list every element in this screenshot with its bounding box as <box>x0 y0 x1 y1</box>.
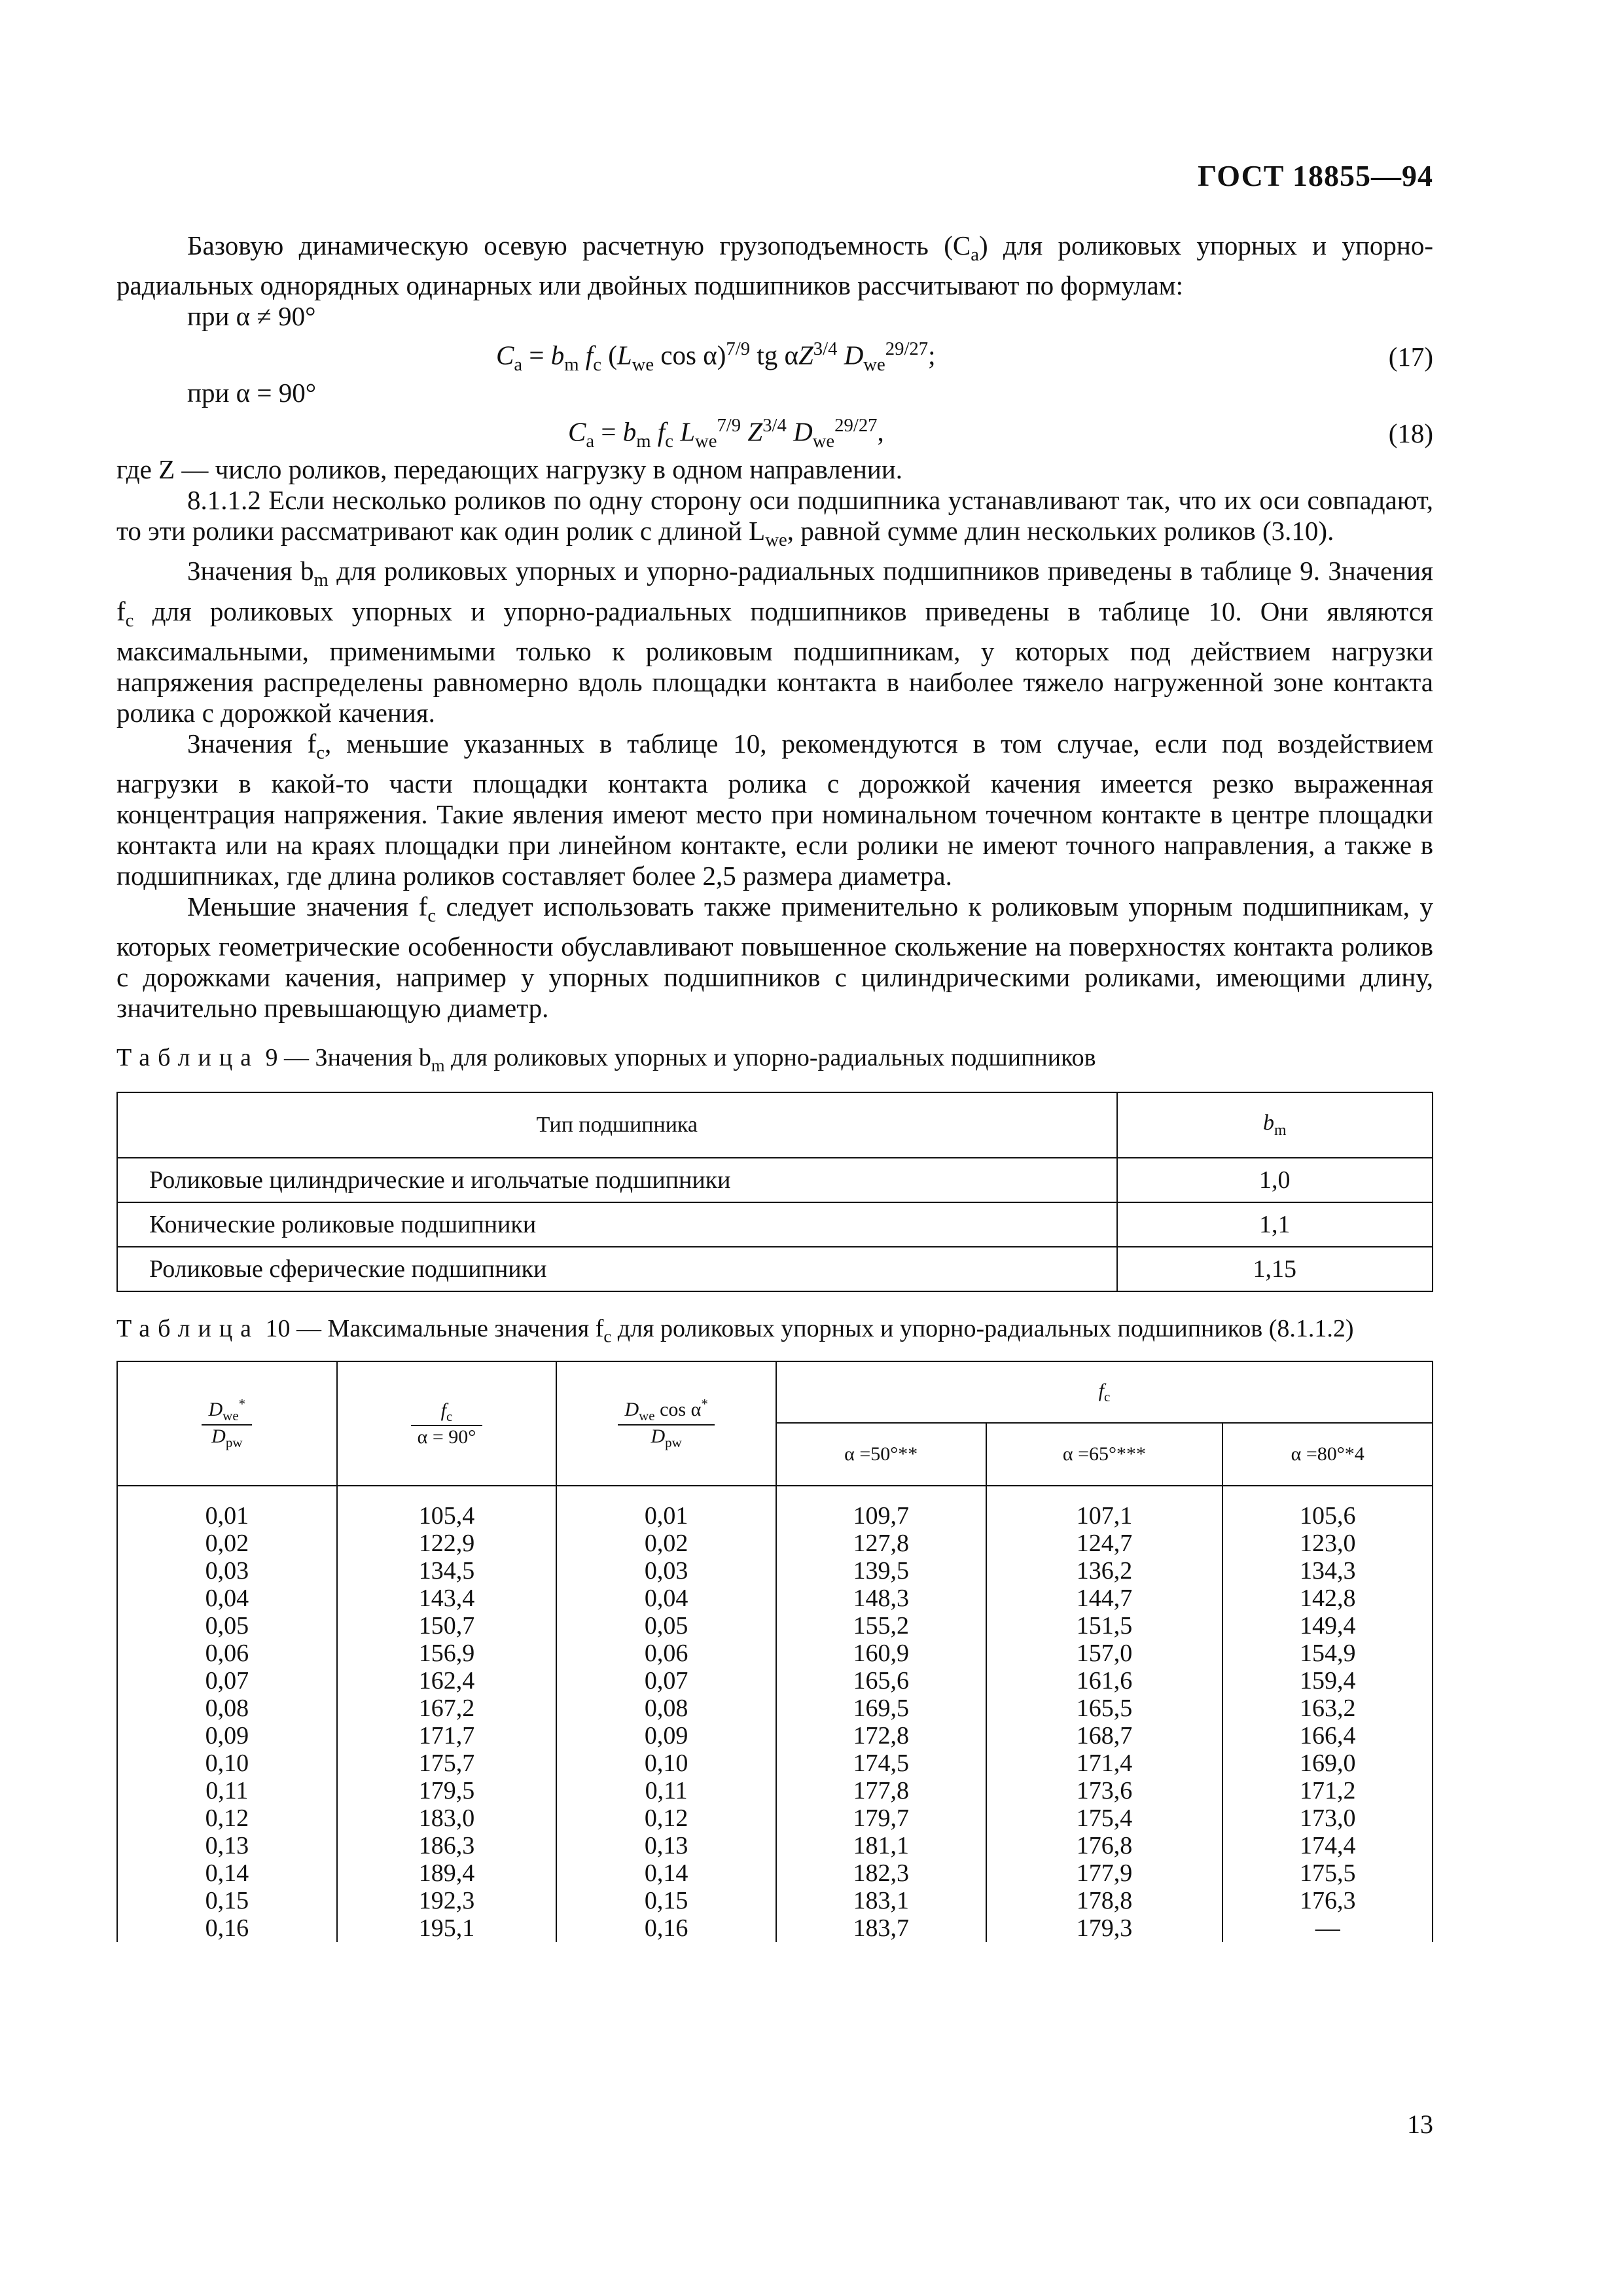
table-cell: 166,4 <box>1222 1722 1433 1749</box>
table-cell: 105,4 <box>337 1486 557 1530</box>
table-cell: 174,5 <box>776 1749 986 1777</box>
table-cell: 177,8 <box>776 1777 986 1804</box>
table-cell: 0,13 <box>117 1832 337 1859</box>
header-dwe-dpw: $\frac{D_{we}^*}{D_{pw}}$ <box>117 1361 337 1486</box>
table-cell: 165,6 <box>776 1667 986 1695</box>
less-values-paragraph: Меньшие значения $f_c$ следует использовать также применительно к роликовым упорным подшипникам, у которых геометрические особенности обуславливают повышенное скольжение на поверхностях контакта роликов с дорожками качения, например у упорных подшипников с цилиндрическими роликами, имеющими длину, значительно превышающую диаметр. <box>116 891 1433 1024</box>
table-cell: 175,7 <box>337 1749 557 1777</box>
table-row <box>117 1530 1433 1557</box>
table-cell: 0,06 <box>117 1640 337 1667</box>
table-cell: 105,6 <box>1222 1486 1433 1530</box>
table-cell: 0,09 <box>117 1722 337 1749</box>
table-cell: 0,16 <box>556 1914 776 1942</box>
condition-alpha-ne-90: при α ≠ 90° <box>187 301 316 332</box>
table-cell: 0,04 <box>117 1585 337 1612</box>
table-cell: 0,14 <box>117 1859 337 1887</box>
table9-header-type: Тип подшипника <box>117 1092 1117 1158</box>
table-cell: 169,0 <box>1222 1749 1433 1777</box>
table-cell: 0,10 <box>117 1749 337 1777</box>
table-cell: 0,09 <box>556 1722 776 1749</box>
table-cell: 0,07 <box>556 1667 776 1695</box>
table-cell: 0,04 <box>556 1585 776 1612</box>
header-alpha80: α =80°*4 <box>1222 1423 1433 1486</box>
table-cell: 167,2 <box>337 1695 557 1722</box>
table-cell: 192,3 <box>337 1887 557 1914</box>
table-cell: 157,0 <box>986 1640 1223 1667</box>
table-cell: 142,8 <box>1222 1585 1433 1612</box>
table-cell: 179,3 <box>986 1914 1223 1942</box>
table-cell: 174,4 <box>1222 1832 1433 1859</box>
table-row <box>117 1486 1433 1530</box>
where-definition: где Z — число роликов, передающих нагрузку в одном направлении. <box>116 454 903 485</box>
table-row <box>117 1585 1433 1612</box>
table-cell: 123,0 <box>1222 1530 1433 1557</box>
table-cell: 183,7 <box>776 1914 986 1942</box>
table-cell: 195,1 <box>337 1914 557 1942</box>
table-cell: 179,5 <box>337 1777 557 1804</box>
formula-17: $C_a = b_m$ $f_c$ ($L_{we}$ cos α)$^{7/9}$ tg $\alpha Z^{3/4}$ $D_{we}^{29/27}$; (17) <box>496 338 1433 376</box>
table-cell: 177,9 <box>986 1859 1223 1887</box>
table-cell: 183,0 <box>337 1804 557 1832</box>
table-cell: 0,10 <box>556 1749 776 1777</box>
table-row <box>117 1887 1433 1914</box>
table-cell: 163,2 <box>1222 1695 1433 1722</box>
header-alpha50: α =50°** <box>776 1423 986 1486</box>
table-cell: 151,5 <box>986 1612 1223 1640</box>
table-cell: 149,4 <box>1222 1612 1433 1640</box>
table-cell: 0,08 <box>117 1695 337 1722</box>
table-row: Роликовые сферические подшипники 1,15 <box>117 1247 1433 1291</box>
table-cell: 136,2 <box>986 1557 1223 1585</box>
table-cell: 173,6 <box>986 1777 1223 1804</box>
table-cell: 171,4 <box>986 1749 1223 1777</box>
table-cell: 169,5 <box>776 1695 986 1722</box>
table-cell: 0,08 <box>556 1695 776 1722</box>
table-cell: 0,01 <box>117 1486 337 1530</box>
document-code: ГОСТ 18855—94 <box>1198 159 1433 192</box>
table-cell: 0,11 <box>556 1777 776 1804</box>
table-cell: 162,4 <box>337 1667 557 1695</box>
table-cell: 171,7 <box>337 1722 557 1749</box>
table-cell: 139,5 <box>776 1557 986 1585</box>
table-cell: — <box>1222 1914 1433 1942</box>
header-fc: $f_c$ <box>776 1361 1433 1423</box>
table-cell: 156,9 <box>337 1640 557 1667</box>
table-cell: 109,7 <box>776 1486 986 1530</box>
table-cell: 172,8 <box>776 1722 986 1749</box>
table10-body <box>117 1486 1433 1942</box>
table-row <box>117 1640 1433 1667</box>
table-row: Конические роликовые подшипники 1,1 <box>117 1202 1433 1247</box>
table-cell: 150,7 <box>337 1612 557 1640</box>
header-fc-alpha90: $\frac{f_c}{\alpha = 90^\circ}$ <box>337 1361 557 1486</box>
condition-alpha-eq-90: при α = 90° <box>187 378 317 408</box>
table-cell: 0,02 <box>556 1530 776 1557</box>
table-cell: 176,3 <box>1222 1887 1433 1914</box>
page-number: 13 <box>1407 2109 1433 2139</box>
table-row <box>117 1804 1433 1832</box>
table-cell: 0,05 <box>117 1612 337 1640</box>
header-dwecos-dpw: $\frac{D_{we} \cos \alpha^*}{D_{pw}}$ <box>556 1361 776 1486</box>
table-cell: 0,06 <box>556 1640 776 1667</box>
table-cell: 182,3 <box>776 1859 986 1887</box>
table-cell: 165,5 <box>986 1695 1223 1722</box>
table-cell: 0,07 <box>117 1667 337 1695</box>
smaller-values-paragraph: Значения $f_c$, меньшие указанных в таблице 10, рекомендуются в том случае, если под воздействием нагрузки в какой-то части площадки контакта ролика с дорожкой качения имеется резко выраженная концентрация напряжения. Такие явления имеют место при номинальном точечном контакте в центре площадки контакта или на краях площадки при линейном контакте, если ролики не имеют точного направления, а также в подшипниках, где длина роликов составляет более 2,5 размера диаметра. <box>116 728 1433 891</box>
table-row <box>117 1557 1433 1585</box>
table-cell: 0,12 <box>556 1804 776 1832</box>
table-cell: 0,16 <box>117 1914 337 1942</box>
clause-8-1-1-2: 8.1.1.2 Если несколько роликов по одну сторону оси подшипника устанавливают так, что их оси совпадают, то эти ролики рассматривают как один ролик с длиной $L_{we}$, равной сумме длин нескольких роликов (3.10). <box>116 485 1433 551</box>
table-row <box>117 1722 1433 1749</box>
table-cell: 175,5 <box>1222 1859 1433 1887</box>
table-cell: 176,8 <box>986 1832 1223 1859</box>
table-cell: 148,3 <box>776 1585 986 1612</box>
values-paragraph: Значения $b_m$ для роликовых упорных и упорно-радиальных подшипников приведены в таблице 9. Значения $f_c$ для роликовых упорных и упорно-радиальных подшипников приведены в таблице 10. Они являются максимальными, применимыми только к роликовым подшипникам, у которых под действием нагрузки напряжения распределены равномерно вдоль площадки контакта в наиболее тяжело нагруженной зоне контакта ролика с дорожкой качения. <box>116 556 1433 728</box>
table-cell: 179,7 <box>776 1804 986 1832</box>
table-cell: 134,5 <box>337 1557 557 1585</box>
table-cell: 0,03 <box>556 1557 776 1585</box>
table-cell: 175,4 <box>986 1804 1223 1832</box>
header-alpha65: α =65°*** <box>986 1423 1223 1486</box>
formula-18: $C_a = b_m$ $f_c$ $L_{we}^{7/9}$ $Z^{3/4}$ $D_{we}^{29/27}$, (18) <box>568 415 1433 452</box>
table-cell: 168,7 <box>986 1722 1223 1749</box>
table-cell: 127,8 <box>776 1530 986 1557</box>
table-cell: 161,6 <box>986 1667 1223 1695</box>
table-cell: 122,9 <box>337 1530 557 1557</box>
table-cell: 155,2 <box>776 1612 986 1640</box>
table-cell: 124,7 <box>986 1530 1223 1557</box>
table-cell: 0,02 <box>117 1530 337 1557</box>
table-row <box>117 1695 1433 1722</box>
table-cell: 186,3 <box>337 1832 557 1859</box>
table-cell: 173,0 <box>1222 1804 1433 1832</box>
table-cell: 0,15 <box>556 1887 776 1914</box>
table-cell: 144,7 <box>986 1585 1223 1612</box>
table-cell: 154,9 <box>1222 1640 1433 1667</box>
table-cell: 0,13 <box>556 1832 776 1859</box>
table-cell: 143,4 <box>337 1585 557 1612</box>
table-cell: 0,01 <box>556 1486 776 1530</box>
table-10 <box>116 1361 1433 1942</box>
table-cell: 0,14 <box>556 1859 776 1887</box>
table-row <box>117 1777 1433 1804</box>
table-row <box>117 1859 1433 1887</box>
table-cell: 178,8 <box>986 1887 1223 1914</box>
table-cell: 171,2 <box>1222 1777 1433 1804</box>
table-row <box>117 1832 1433 1859</box>
table-row <box>117 1612 1433 1640</box>
table-row <box>117 1749 1433 1777</box>
intro-paragraph: Базовую динамическую осевую расчетную грузоподъемность $(C_a)$ для роликовых упорных и упорно-радиальных однорядных одинарных или двойных подшипников рассчитывают по формулам: <box>116 230 1433 301</box>
table-cell: 0,03 <box>117 1557 337 1585</box>
table-cell: 181,1 <box>776 1832 986 1859</box>
table-cell: 0,12 <box>117 1804 337 1832</box>
table-cell: 189,4 <box>337 1859 557 1887</box>
page-body <box>116 157 1433 1942</box>
table-9 <box>116 1092 1433 1292</box>
table-cell: 159,4 <box>1222 1667 1433 1695</box>
table10-caption: Таблица 10 — Максимальные значения $f_c$ для роликовых упорных и упорно-радиальных подшипников (8.1.1.2) <box>116 1314 1354 1346</box>
table-cell: 107,1 <box>986 1486 1223 1530</box>
table-row <box>117 1914 1433 1942</box>
table-cell: 0,05 <box>556 1612 776 1640</box>
table-cell: 0,11 <box>117 1777 337 1804</box>
table9-header-bm: $b_m$ <box>1117 1092 1433 1158</box>
table-cell: 160,9 <box>776 1640 986 1667</box>
table-row <box>117 1667 1433 1695</box>
table-cell: 183,1 <box>776 1887 986 1914</box>
table-cell: 0,15 <box>117 1887 337 1914</box>
table9-caption: Таблица 9 — Значения $b_m$ для роликовых упорных и упорно-радиальных подшипников <box>116 1044 1096 1075</box>
table-cell: 134,3 <box>1222 1557 1433 1585</box>
table-row: Роликовые цилиндрические и игольчатые подшипники 1,0 <box>117 1158 1433 1202</box>
